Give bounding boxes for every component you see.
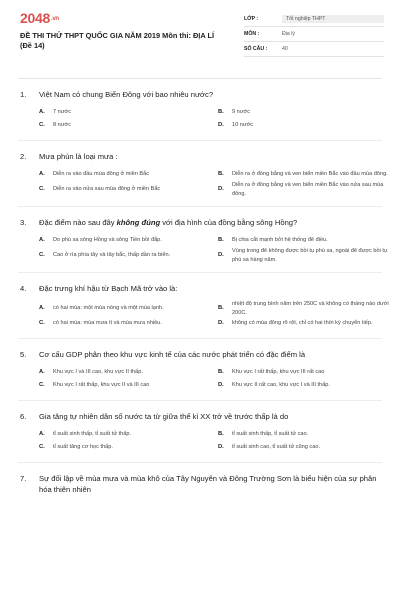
option-text: Cao ở rìa phía tây và tây bắc, thấp dần ra biển. [53, 252, 171, 259]
question-3 [0, 217, 400, 264]
option-a[interactable] [39, 300, 210, 317]
meta-class-value: Tốt nghiệp THPT [282, 15, 384, 23]
question-number: 2. [20, 152, 27, 161]
question-text-part: Đặc điểm nào sau đây [39, 218, 117, 227]
option-letter: B. [218, 369, 224, 376]
option-letter: A. [39, 171, 45, 178]
option-text: không có mùa đông rõ rệt, chỉ có hai thời kỳ chuyển tiếp. [232, 320, 373, 327]
option-b[interactable] [218, 366, 389, 379]
option-text: tỉ suất sinh cao, tỉ suất tử cũng cao. [232, 444, 321, 451]
option-c[interactable] [39, 247, 210, 264]
option-a[interactable] [39, 106, 210, 119]
option-d[interactable] [218, 181, 389, 198]
options-grid [20, 106, 380, 132]
option-text: Bị chia cắt mạnh bởi hệ thống đê điều. [232, 237, 328, 244]
meta-count-value: 40 [282, 46, 288, 52]
option-a[interactable] [39, 428, 210, 441]
meta-subject-label: MÔN : [244, 31, 260, 37]
question-text [39, 217, 380, 228]
option-letter: D. [218, 122, 224, 129]
question-divider [18, 338, 382, 339]
option-text: Diễn ra vào nửa sau mùa đông ở miền Bắc [53, 186, 161, 193]
question-text: Mưa phùn là loại mưa : [39, 152, 118, 161]
option-letter: A. [39, 431, 45, 438]
option-letter: C. [39, 320, 45, 327]
question-2 [0, 151, 400, 198]
logo-suffix: .vn [50, 16, 59, 23]
question-text-part: với địa hình của đồng bằng sông Hồng? [160, 218, 298, 227]
question-1 [0, 89, 400, 132]
option-letter: B. [218, 171, 224, 178]
meta-row-count [244, 42, 384, 57]
option-text: tỉ suất sinh thấp, tỉ suất tử thấp. [53, 431, 132, 438]
option-letter: A. [39, 237, 45, 244]
options-grid [20, 234, 388, 264]
question-number: 6. [20, 412, 27, 421]
question-text: Sự đối lập về mùa mưa và mùa khô của Tây Nguyên và Đông Trường Sơn là biểu hiện của sự phân hóa thiên nhiên [39, 474, 377, 494]
meta-row-subject [244, 27, 384, 42]
option-b[interactable] [218, 106, 389, 119]
question-number: 3. [20, 218, 27, 227]
option-text: 10 nước [232, 122, 254, 129]
question-emphasis: không đúng [116, 218, 161, 227]
question-4 [0, 283, 400, 330]
option-text: Khu vực II rất cao, khu vực I và III thấp. [232, 382, 330, 389]
option-letter: D. [218, 382, 224, 389]
exam-title: ĐỀ THI THỬ THPT QUỐC GIA NĂM 2019 Môn thi: ĐỊA LÍ [20, 31, 215, 40]
options-grid [20, 428, 380, 454]
meta-row-class [244, 12, 384, 27]
option-d[interactable] [218, 317, 389, 330]
question-number: 4. [20, 284, 27, 293]
question-divider [18, 400, 382, 401]
question-text: Gia tăng tự nhiên dân số nước ta từ giữa thế kỉ XX trở về trước thấp là do [39, 412, 289, 421]
options-grid [20, 300, 389, 330]
question-text: Cơ cấu GDP phân theo khu vực kinh tế của các nước phát triển có đặc điểm là [39, 350, 306, 359]
option-text: Do phù sa sông Hồng và sông Tiền bồi đắp. [53, 237, 162, 244]
meta-subject-value: Địa lý [282, 31, 295, 37]
option-text: 9 nước [232, 109, 250, 116]
option-letter: B. [218, 237, 224, 244]
option-text: Khu vực I rất thấp, khu vực II và III cao [53, 382, 150, 389]
option-text: Vùng trong đê không được bồi tụ phù sa, ngoài đê được bồi tụ phù sa hàng năm. [232, 248, 388, 263]
option-d[interactable] [218, 119, 389, 132]
question-text: Đặc trưng khí hậu từ Bạch Mã trở vào là: [39, 284, 178, 293]
option-b[interactable] [218, 168, 389, 181]
option-c[interactable] [39, 379, 210, 392]
question-number: 7. [20, 474, 27, 483]
option-text: 8 nước [53, 122, 71, 129]
option-letter: A. [39, 369, 45, 376]
question-text: Việt Nam có chung Biển Đông với bao nhiêu nước? [39, 90, 214, 99]
option-letter: C. [39, 444, 45, 451]
option-b[interactable] [218, 428, 389, 441]
option-text: tỉ suất tăng cơ học thấp. [53, 444, 113, 451]
option-d[interactable] [218, 247, 389, 264]
option-a[interactable] [39, 234, 210, 247]
option-letter: D. [218, 444, 224, 451]
option-a[interactable] [39, 168, 210, 181]
question-divider [18, 140, 382, 141]
question-number: 5. [20, 350, 27, 359]
option-c[interactable] [39, 441, 210, 454]
option-d[interactable] [218, 379, 389, 392]
option-text: Diễn ra vào đầu mùa đông ở miền Bắc [53, 171, 150, 178]
option-letter: D. [218, 186, 224, 193]
option-a[interactable] [39, 366, 210, 379]
question-divider [18, 462, 382, 463]
option-letter: C. [39, 122, 45, 129]
question-7 [0, 473, 400, 495]
options-grid [20, 168, 388, 198]
option-b[interactable] [218, 300, 389, 317]
option-text: Diễn ra ở đồng bằng và ven biển miền Bắc vào đầu mùa đông. [232, 171, 388, 178]
option-letter: C. [39, 382, 45, 389]
question-6 [0, 411, 400, 454]
option-text: Khu vực I và III cao, khu vực II thấp. [53, 369, 143, 376]
option-text: 7 nước [53, 109, 71, 116]
option-text: có hai mùa: một mùa nóng và một mùa lạnh. [53, 305, 164, 312]
option-letter: A. [39, 109, 45, 116]
option-letter: B. [218, 305, 224, 312]
option-d[interactable] [218, 441, 389, 454]
option-text: tỉ suất sinh thấp, tỉ suất tử cao. [232, 431, 309, 438]
exam-code: (Đề 14) [20, 41, 45, 50]
question-divider [18, 206, 382, 207]
option-letter: D. [218, 320, 224, 327]
option-letter: C. [39, 252, 45, 259]
option-letter: B. [218, 109, 224, 116]
option-text: có hai mùa: mùa mưa ít và mùa mưa nhiều. [53, 320, 162, 327]
option-letter: D. [218, 252, 224, 259]
meta-class-label: LỚP : [244, 16, 259, 22]
option-text: Diễn ra ở đồng bằng và ven biển miền Bắc vào nửa sau mùa đông. [232, 182, 384, 197]
meta-count-label: SỐ CÂU : [244, 46, 268, 52]
question-5 [0, 349, 400, 392]
exam-meta-box [244, 12, 384, 57]
option-c[interactable] [39, 317, 210, 330]
option-letter: A. [39, 305, 45, 312]
option-text: nhiệt độ trung bình năm trên 250C và không có tháng nào dưới 200C. [232, 301, 389, 316]
exam-header [0, 0, 400, 70]
question-divider [18, 272, 382, 273]
option-text: Khu vực I rất thấp, khu vực III rất cao [232, 369, 325, 376]
option-c[interactable] [39, 181, 210, 198]
question-number: 1. [20, 90, 27, 99]
header-divider [18, 78, 382, 79]
logo-text: 2048 [20, 10, 50, 26]
option-letter: C. [39, 186, 45, 193]
options-grid [20, 366, 380, 392]
option-c[interactable] [39, 119, 210, 132]
option-b[interactable] [218, 234, 389, 247]
option-letter: B. [218, 431, 224, 438]
